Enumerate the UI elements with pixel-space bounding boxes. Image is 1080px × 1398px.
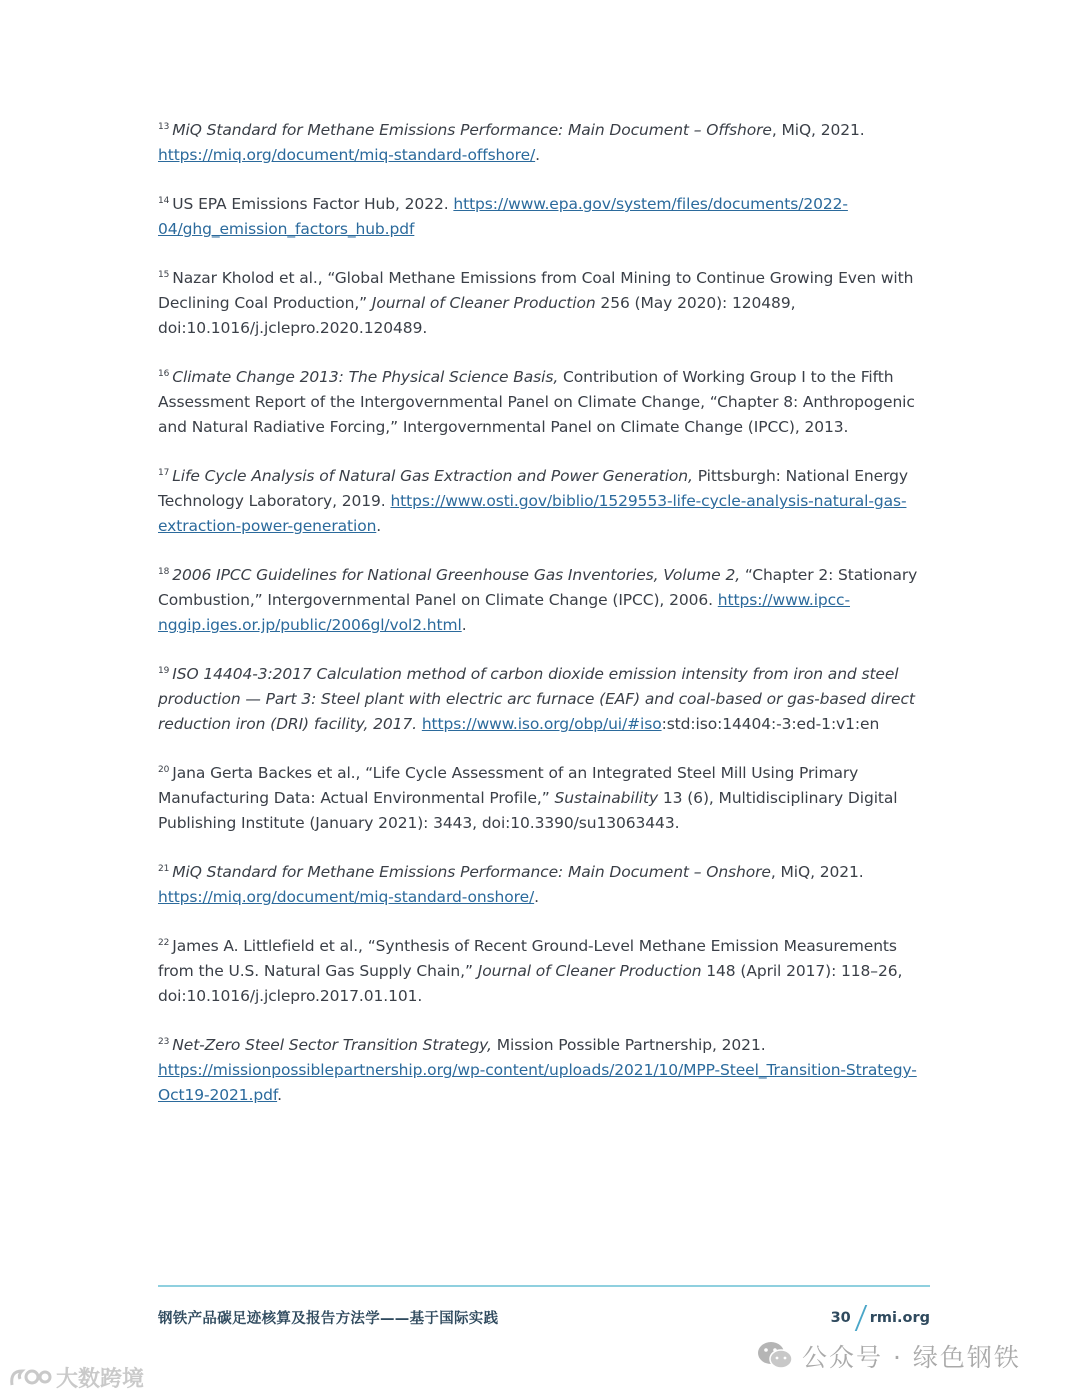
watermark-left — [8, 1362, 144, 1393]
reference-text: Contribution of Working Group I to the Fifth Assessment Report of the Intergovernmental Panel on Climate Change, “Chapter 8: Anthropogenic and Natural Radiative Forcing,” Intergovernmental Panel on Climate Change (IPCC), 2013. — [158, 368, 915, 436]
reference-number: 16 — [158, 369, 170, 379]
slash-divider — [855, 1305, 868, 1331]
reference-item — [158, 662, 928, 737]
reference-link[interactable]: https://www.ipcc-nggip.iges.or.jp/public/2006gl/vol2.html — [158, 591, 850, 634]
reference-item — [158, 563, 928, 638]
reference-italic-title: MiQ Standard for Methane Emissions Performance: Main Document – Onshore — [172, 863, 771, 881]
reference-text: :std:iso:14404:-3:ed-1:v1:en — [661, 715, 880, 733]
reference-number: 21 — [158, 864, 170, 874]
reference-number: 19 — [158, 666, 170, 676]
footer-divider — [158, 1285, 930, 1287]
page-number: 30 — [830, 1310, 851, 1326]
reference-link[interactable]: https://www.epa.gov/system/files/documents/2022-04/ghg_emission_factors_hub.pdf — [158, 195, 848, 238]
reference-text: James A. Littlefield et al., “Synthesis of Recent Ground-Level Methane Emission Measurements from the U.S. Natural Gas Supply Chain,” — [158, 937, 897, 980]
watermark-logo-icon — [8, 1365, 52, 1391]
reference-text: Jana Gerta Backes et al., “Life Cycle Assessment of an Integrated Steel Mill Using Primary Manufacturing Data: Actual Environmental Profile,” — [158, 764, 859, 807]
reference-item — [158, 192, 928, 242]
reference-italic-title: Sustainability — [554, 789, 659, 807]
watermark-left-text: 大数跨境 — [56, 1367, 145, 1392]
reference-text: 148 (April 2017): 118–26, doi:10.1016/j.jclepro.2017.01.101. — [158, 962, 903, 1005]
reference-item — [158, 365, 928, 440]
reference-item — [158, 860, 928, 910]
reference-italic-title: Net-Zero Steel Sector Transition Strategy, — [172, 1036, 492, 1054]
reference-item — [158, 1033, 928, 1108]
reference-text: 256 (May 2020): 120489, doi:10.1016/j.jclepro.2020.120489. — [158, 294, 796, 337]
reference-item — [158, 934, 928, 1009]
reference-text: . — [461, 616, 467, 634]
reference-number: 22 — [158, 938, 170, 948]
footer-title: 钢铁产品碳足迹核算及报告方法学——基于国际实践 — [158, 1311, 499, 1327]
reference-list — [158, 118, 928, 1132]
reference-number: 15 — [158, 270, 170, 280]
reference-italic-title: Life Cycle Analysis of Natural Gas Extraction and Power Generation, — [172, 467, 693, 485]
reference-text: . — [376, 517, 382, 535]
reference-number: 17 — [158, 468, 170, 478]
reference-link[interactable]: https://missionpossiblepartnership.org/wp-content/uploads/2021/10/MPP-Steel_Transition-Strategy-Oct19-2021.pdf — [158, 1061, 917, 1104]
reference-link[interactable]: https://miq.org/document/miq-standard-onshore/ — [158, 888, 535, 906]
reference-italic-title: MiQ Standard for Methane Emissions Performance: Main Document – Offshore — [172, 121, 772, 139]
reference-text: Mission Possible Partnership, 2021. — [491, 1036, 766, 1054]
reference-number: 13 — [158, 122, 170, 132]
reference-link[interactable]: https://www.osti.gov/biblio/1529553-life-cycle-analysis-natural-gas-extraction-power-generation — [158, 492, 907, 535]
reference-number: 23 — [158, 1037, 170, 1047]
footer-page-info — [831, 1305, 930, 1331]
reference-italic-title: 2006 IPCC Guidelines for National Greenhouse Gas Inventories, Volume 2, — [172, 566, 741, 584]
reference-number: 14 — [158, 196, 170, 206]
reference-item — [158, 761, 928, 836]
watermark-right-text: 公众号 · 绿色钢铁 — [802, 1343, 1021, 1372]
wechat-icon — [756, 1340, 794, 1372]
reference-link[interactable]: https://miq.org/document/miq-standard-offshore/ — [158, 146, 536, 164]
reference-text: . — [535, 146, 540, 164]
reference-italic-title: Climate Change 2013: The Physical Science Basis, — [172, 368, 559, 386]
watermark-wechat — [756, 1338, 1021, 1374]
site-link[interactable]: rmi.org — [869, 1310, 930, 1326]
reference-text: Nazar Kholod et al., “Global Methane Emissions from Coal Mining to Continue Growing Even with Declining Coal Production,” — [158, 269, 914, 312]
reference-text: US EPA Emissions Factor Hub, 2022. — [172, 195, 454, 213]
reference-link[interactable]: https://www.iso.org/obp/ui/#iso — [421, 715, 662, 733]
reference-italic-title: Journal of Cleaner Production — [371, 294, 596, 312]
reference-number: 18 — [158, 567, 170, 577]
reference-text: Pittsburgh: National Energy Technology Laboratory, 2019. — [158, 467, 908, 510]
reference-item — [158, 464, 928, 539]
reference-text: , MiQ, 2021. — [770, 863, 864, 881]
reference-text: “Chapter 2: Stationary Combustion,” Intergovernmental Panel on Climate Change (IPCC), 2006. — [158, 566, 918, 609]
reference-item — [158, 266, 928, 341]
reference-text: . — [534, 888, 539, 906]
reference-number: 20 — [158, 765, 170, 775]
reference-text: . — [277, 1086, 282, 1104]
reference-italic-title: Journal of Cleaner Production — [477, 962, 702, 980]
reference-item — [158, 118, 928, 168]
reference-text: , MiQ, 2021. — [771, 121, 865, 139]
reference-text: 13 (6), Multidisciplinary Digital Publishing Institute (January 2021): 3443, doi:10.3390/su13063443. — [158, 789, 898, 832]
reference-italic-title: ISO 14404-3:2017 Calculation method of carbon dioxide emission intensity from iron and steel production — Part 3: Steel plant with electric arc furnace (EAF) and coal-based or gas-based direct reduction iron (DRI) facility, 2017. — [158, 665, 915, 733]
